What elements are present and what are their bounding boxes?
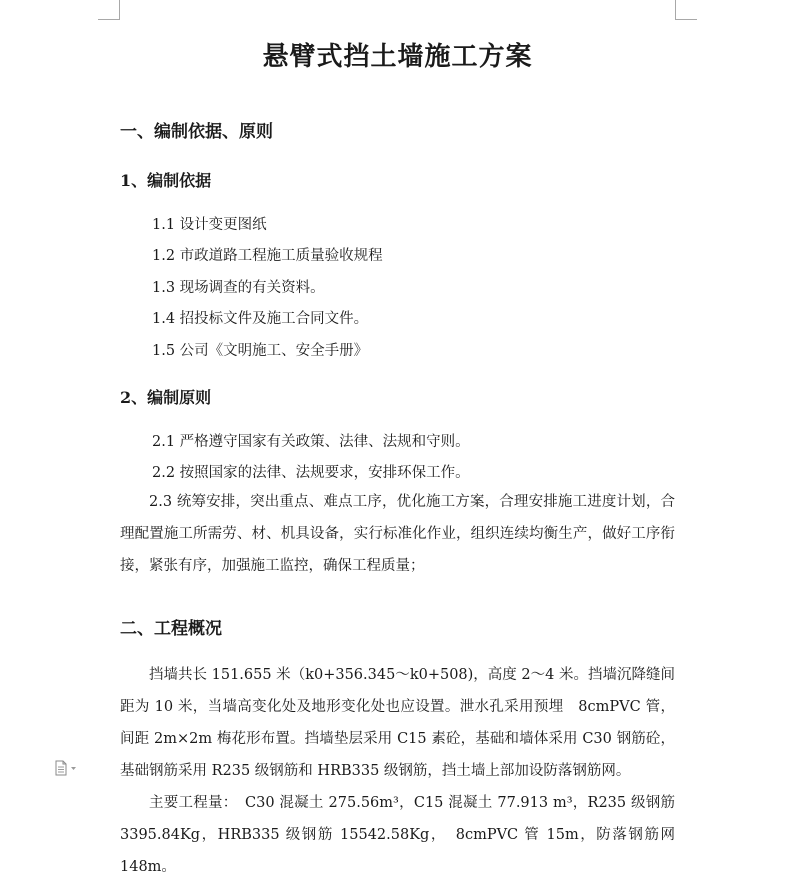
list-item: 1.3 现场调查的有关资料。 [152,280,325,296]
list-item: 1.5 公司《文明施工、安全手册》 [152,343,369,359]
page-corner-mark-right-h [675,19,697,20]
list-item: 1.2 市政道路工程施工质量验收规程 [152,248,383,264]
section-heading-1: 一、编制依据、原则 [120,122,273,142]
page-corner-mark-left-h [98,19,120,20]
list-item: 1.4 招投标文件及施工合同文件。 [152,311,369,327]
paragraph-quantities: 主要工程量： C30 混凝土 275.56m³，C15 混凝土 77.913 m³，R235 级钢筋 3395.84Kg，HRB335 级钢筋 15542.58Kg， 8cmPVC 管 15m，防落钢筋网 148m。 [120,795,675,875]
list-item: 1.1 设计变更图纸 [152,217,267,233]
document-title: 悬臂式挡土墙施工方案 [262,42,533,72]
paragraph-overview: 挡墙共长 151.655 米（k0+356.345～k0+508)，高度 2～4 米。挡墙沉降缝间距为 10 米，当墙高变化处及地形变化处也应设置。泄水孔采用预埋 8cmPVC 管，间距 2m×2m 梅花形布置。挡墙垫层采用 C15 素砼，基础和墙体采用 C30 钢筋砼，基础钢筋采用 R235 级钢筋和 HRB335 级钢筋，挡土墙上部加设防落钢筋网。 [120,667,675,779]
list-item: 2.2 按照国家的法律、法规要求，安排环保工作。 [152,465,470,481]
subsection-heading-principles: 2、编制原则 [120,388,212,407]
page-corner-mark-left [119,0,120,20]
section-heading-2: 二、工程概况 [120,619,222,639]
document-icon[interactable] [53,759,79,777]
list-item: 2.1 严格遵守国家有关政策、法律、法规和守则。 [152,434,470,450]
page-corner-mark-right [675,0,676,20]
paragraph-principle-2-3: 2.3 统筹安排，突出重点、难点工序，优化施工方案，合理安排施工进度计划，合理配置施工所需劳、材、机具设备，实行标准化作业，组织连续均衡生产，做好工序衔接，紧张有序，加强施工监控，确保工程质量； [120,494,675,574]
subsection-heading-basis: 1、编制依据 [120,171,212,190]
